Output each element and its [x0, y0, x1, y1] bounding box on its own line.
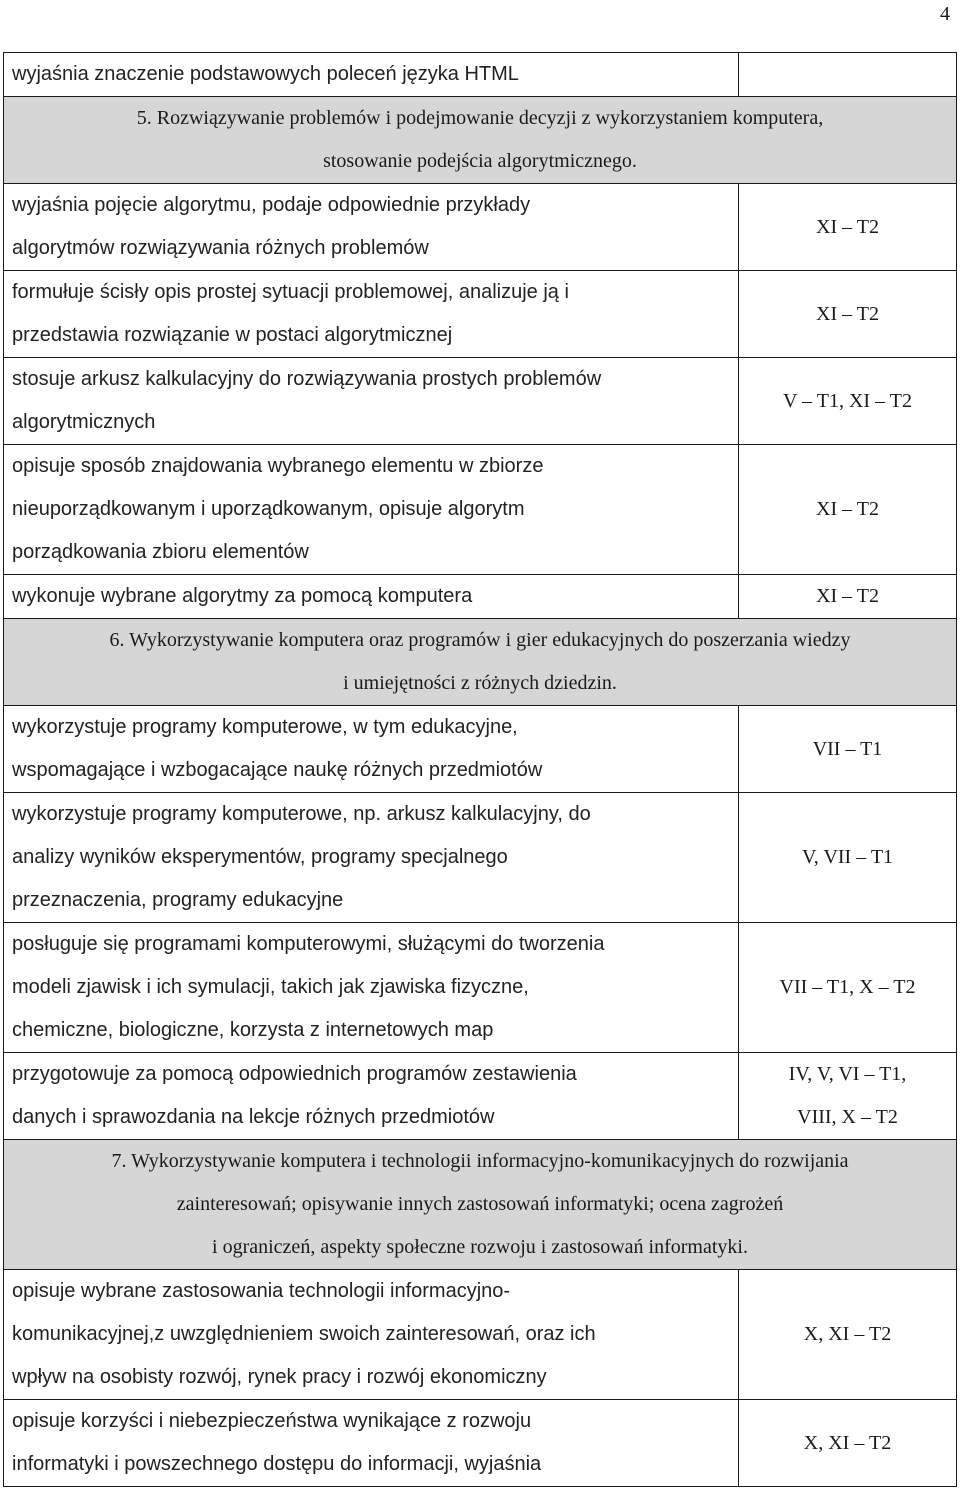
curriculum-reference: IV, V, VI – T1, VIII, X – T2: [739, 1053, 957, 1140]
curriculum-reference: XI – T2: [739, 445, 957, 575]
learning-outcome: posługuje się programami komputerowymi, służącymi do tworzenia modeli zjawisk i ich symulacji, takich jak zjawiska fizyczne, chemiczne, biologiczne, korzysta z internetowych map: [4, 923, 739, 1053]
learning-outcome: stosuje arkusz kalkulacyjny do rozwiązywania prostych problemów algorytmicznych: [4, 358, 739, 445]
learning-outcome: formułuje ścisły opis prostej sytuacji problemowej, analizuje ją i przedstawia rozwiązanie w postaci algorytmicznej: [4, 271, 739, 358]
table-row: [4, 1053, 957, 1140]
curriculum-reference: XI – T2: [739, 184, 957, 271]
curriculum-table: [3, 52, 957, 1487]
table-row: [4, 184, 957, 271]
learning-outcome: wykonuje wybrane algorytmy za pomocą komputera: [4, 575, 739, 619]
table-row: [4, 1270, 957, 1400]
table-row: [4, 1400, 957, 1487]
curriculum-reference: X, XI – T2: [739, 1400, 957, 1487]
table-row: [4, 923, 957, 1053]
learning-outcome: przygotowuje za pomocą odpowiednich programów zestawienia danych i sprawozdania na lekcje różnych przedmiotów: [4, 1053, 739, 1140]
section-heading: 6. Wykorzystywanie komputera oraz programów i gier edukacyjnych do poszerzania wiedzy i umiejętności z różnych dziedzin.: [4, 619, 957, 706]
learning-outcome: wykorzystuje programy komputerowe, w tym edukacyjne, wspomagające i wzbogacające naukę różnych przedmiotów: [4, 706, 739, 793]
curriculum-reference: VII – T1: [739, 706, 957, 793]
table-row: [4, 706, 957, 793]
page-number: 4: [940, 3, 950, 25]
table-row: [4, 575, 957, 619]
curriculum-reference: X, XI – T2: [739, 1270, 957, 1400]
learning-outcome: wyjaśnia pojęcie algorytmu, podaje odpowiednie przykłady algorytmów rozwiązywania różnych problemów: [4, 184, 739, 271]
curriculum-reference: [739, 53, 957, 97]
learning-outcome: wykorzystuje programy komputerowe, np. arkusz kalkulacyjny, do analizy wyników eksperymentów, programy specjalnego przeznaczenia, programy edukacyjne: [4, 793, 739, 923]
learning-outcome: opisuje sposób znajdowania wybranego elementu w zbiorze nieuporządkowanym i uporządkowanym, opisuje algorytm porządkowania zbioru elementów: [4, 445, 739, 575]
table-row: [4, 358, 957, 445]
learning-outcome: opisuje korzyści i niebezpieczeństwa wynikające z rozwoju informatyki i powszechnego dostępu do informacji, wyjaśnia: [4, 1400, 739, 1487]
curriculum-reference: V – T1, XI – T2: [739, 358, 957, 445]
table-row: [4, 53, 957, 97]
learning-outcome: wyjaśnia znaczenie podstawowych poleceń języka HTML: [4, 53, 739, 97]
section-header-row: [4, 619, 957, 706]
table-row: [4, 271, 957, 358]
section-heading: 7. Wykorzystywanie komputera i technologii informacyjno-komunikacyjnych do rozwijania zainteresowań; opisywanie innych zastosowań informatyki; ocena zagrożeń i ograniczeń, aspekty społeczne rozwoju i zastosowań informatyki.: [4, 1140, 957, 1270]
curriculum-reference: XI – T2: [739, 271, 957, 358]
learning-outcome: opisuje wybrane zastosowania technologii informacyjno- komunikacyjnej,z uwzględnieniem swoich zainteresowań, oraz ich wpływ na osobisty rozwój, rynek pracy i rozwój ekonomiczny: [4, 1270, 739, 1400]
curriculum-reference: XI – T2: [739, 575, 957, 619]
section-header-row: [4, 97, 957, 184]
table-row: [4, 445, 957, 575]
section-heading: 5. Rozwiązywanie problemów i podejmowanie decyzji z wykorzystaniem komputera, stosowanie podejścia algorytmicznego.: [4, 97, 957, 184]
curriculum-reference: V, VII – T1: [739, 793, 957, 923]
section-header-row: [4, 1140, 957, 1270]
table-row: [4, 793, 957, 923]
curriculum-reference: VII – T1, X – T2: [739, 923, 957, 1053]
